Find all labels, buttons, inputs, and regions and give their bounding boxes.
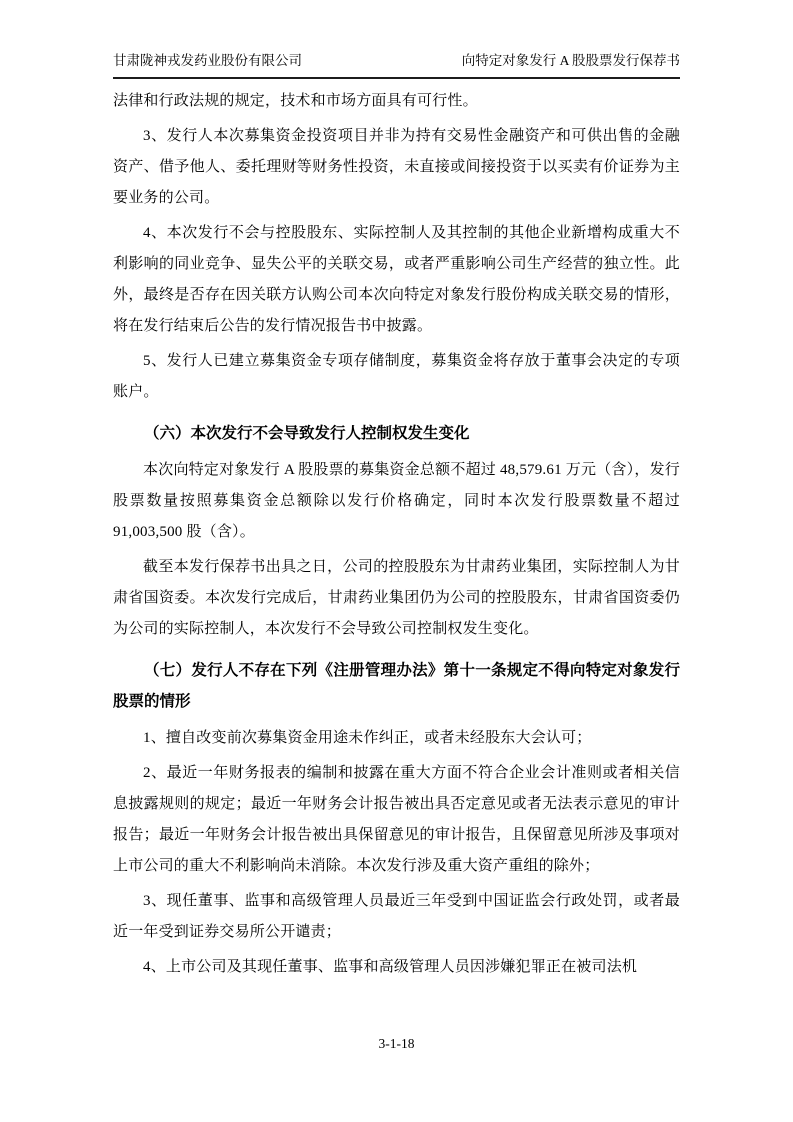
paragraph: 5、发行人已建立募集资金专项存储制度，募集资金将存放于董事会决定的专项账户。 xyxy=(113,353,680,400)
paragraph: 1、擅自改变前次募集资金用途未作纠正，或者未经股东大会认可； xyxy=(143,730,592,746)
paragraph: 4、本次发行不会与控股股东、实际控制人及其控制的其他企业新增构成重大不利影响的同业竞争、显失公平的关联交易，或者严重影响公司生产经营的独立性。此外，最终是否存在因关联方认购公司本次向特定对象发行股份构成关联交易的情形，将在发行结束后公告的发行情况报告书中披露。 xyxy=(113,225,680,334)
header-divider xyxy=(113,77,680,79)
document-body xyxy=(113,86,680,987)
paragraph: 4、上市公司及其现任董事、监事和高级管理人员因涉嫌犯罪正在被司法机 xyxy=(143,959,638,975)
paragraph: 3、现任董事、监事和高级管理人员最近三年受到中国证监会行政处罚，或者最近一年受到证券交易所公开谴责； xyxy=(113,893,680,940)
paragraph: 3、发行人本次募集资金投资项目并非为持有交易性金融资产和可供出售的金融资产、借予他人、委托理财等财务性投资，未直接或间接投资于以买卖有价证券为主要业务的公司。 xyxy=(113,128,680,206)
section-heading-7: （七）发行人不存在下列《注册管理办法》第十一条规定不得向特定对象发行股票的情形 xyxy=(113,662,680,710)
paragraph: 2、最近一年财务报表的编制和披露在重大方面不符合企业会计准则或者相关信息披露规则的规定；最近一年财务会计报告被出具否定意见或者无法表示意见的审计报告；最近一年财务会计报告被出具保留意见的审计报告，且保留意见所涉及事项对上市公司的重大不利影响尚未消除。本次发行涉及重大资产重组的除外； xyxy=(113,765,680,874)
section-heading-6: （六）本次发行不会导致发行人控制权发生变化 xyxy=(144,425,470,442)
header-document-title: 向特定对象发行 A 股股票发行保荐书 xyxy=(461,53,680,68)
paragraph: 法律和行政法规的规定，技术和市场方面具有可行性。 xyxy=(113,93,478,109)
page-footer xyxy=(0,1036,793,1052)
paragraph: 本次向特定对象发行 A 股股票的募集资金总额不超过 48,579.61 万元（含），发行股票数量按照募集资金总额除以发行价格确定，同时本次发行股票数量不超过 91,003,500 股（含）。 xyxy=(113,462,680,540)
paragraph: 截至本发行保荐书出具之日，公司的控股股东为甘肃药业集团，实际控制人为甘肃省国资委。本次发行完成后，甘肃药业集团仍为公司的控股股东，甘肃省国资委仍为公司的实际控制人，本次发行不会导致公司控制权发生变化。 xyxy=(113,559,680,637)
header-company-name: 甘肃陇神戎发药业股份有限公司 xyxy=(113,53,302,68)
page-header xyxy=(113,52,680,79)
page-number: 3-1-18 xyxy=(378,1036,415,1051)
